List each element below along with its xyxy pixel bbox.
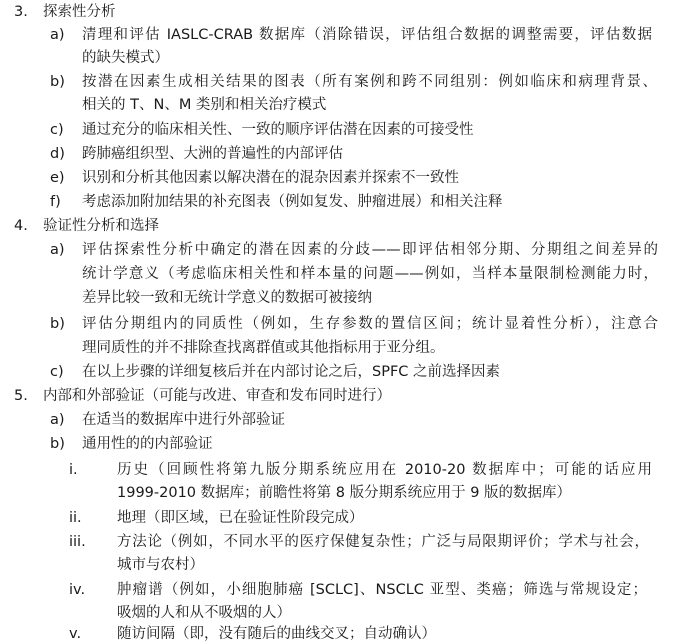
item-label: f) — [50, 194, 61, 210]
subitem-label: iv. — [69, 582, 86, 598]
item-text: 通过充分的临床相关性、一致的顺序评估潜在因素的可接受性 — [82, 122, 474, 138]
subitem-text: 历史（回顾性将第九版分期系统应用在 2010-20 数据库中；可能的话应用 — [117, 462, 652, 478]
item-label: b) — [50, 436, 65, 452]
subitem-label: i. — [69, 462, 78, 478]
subitem-label: ii. — [69, 510, 82, 526]
item-text: 清理和评估 IASLC-CRAB 数据库（消除错误，评估组合数据的调整需要，评估数据 — [82, 27, 652, 43]
item-label: a) — [50, 27, 65, 43]
subitem-text: 随访间隔（即，没有随后的曲线交叉；自动确认） — [117, 626, 436, 642]
item-text: 通用性的的内部验证 — [82, 436, 213, 452]
item-label: c) — [50, 364, 64, 380]
section-title: 验证性分析和选择 — [43, 218, 159, 234]
item-label: b) — [50, 74, 65, 90]
subitem-text: 地理（即区域，已在验证性阶段完成） — [117, 510, 364, 526]
item-text: 评估分期组内的同质性（例如，生存参数的置信区间；统计显着性分析），注意合 — [82, 316, 658, 332]
item-text: 相关的 T、N、M 类别和相关治疗模式 — [82, 97, 327, 113]
subitem-label: iii. — [69, 534, 86, 550]
item-text: 跨肺癌组织型、大洲的普遍性的内部评估 — [82, 146, 343, 162]
section-title: 探索性分析 — [43, 4, 116, 20]
subitem-text: 肿瘤谱（例如，小细胞肺癌 [SCLC]、NSCLC 亚型、类癌；筛选与常规设定； — [117, 582, 647, 598]
item-text: 差异比较一致和无统计学意义的数据可被接纳 — [82, 290, 372, 306]
subitem-text: 吸烟的人和从不吸烟的人） — [117, 605, 291, 621]
item-text: 评估探索性分析中确定的潜在因素的分歧——即评估相邻分期、分期组之间差异的 — [82, 242, 658, 258]
item-label: b) — [50, 316, 65, 332]
item-label: c) — [50, 122, 64, 138]
item-text: 在以上步骤的详细复核后并在内部讨论之后，SPFC 之前选择因素 — [82, 364, 501, 380]
section-number: 5. — [14, 388, 28, 404]
item-text: 按潜在因素生成相关结果的图表（所有案例和跨不同组别：例如临床和病理背景、 — [82, 74, 657, 90]
item-text: 理同质性的并不排除查找离群值或其他指标用于亚分组。 — [82, 340, 445, 356]
section-title: 内部和外部验证（可能与改进、审查和发布同时进行） — [43, 388, 391, 404]
subitem-text: 城市与农村） — [117, 557, 204, 573]
item-label: a) — [50, 412, 65, 428]
item-text: 识别和分析其他因素以解决潜在的混杂因素并探索不一致性 — [82, 170, 459, 186]
item-label: a) — [50, 242, 65, 258]
item-label: e) — [50, 170, 65, 186]
section-number: 4. — [14, 218, 28, 234]
subitem-text: 1999-2010 数据库；前瞻性将第 8 版分期系统应用于 9 版的数据库） — [117, 485, 572, 501]
section-number: 3. — [14, 4, 28, 20]
item-label: d) — [50, 146, 65, 162]
item-text: 在适当的数据库中进行外部验证 — [82, 412, 285, 428]
item-text: 考虑添加附加结果的补充图表（例如复发、肿瘤进展）和相关注释 — [82, 194, 503, 210]
item-text: 统计学意义（考虑临床相关性和样本量的问题——例如，当样本量限制检测能力时， — [82, 266, 658, 282]
subitem-label: v. — [69, 626, 82, 642]
subitem-text: 方法论（例如，不同水平的医疗保健复杂性；广泛与局限期评价；学术与社会， — [117, 534, 649, 550]
item-text: 的缺失模式） — [82, 50, 169, 66]
